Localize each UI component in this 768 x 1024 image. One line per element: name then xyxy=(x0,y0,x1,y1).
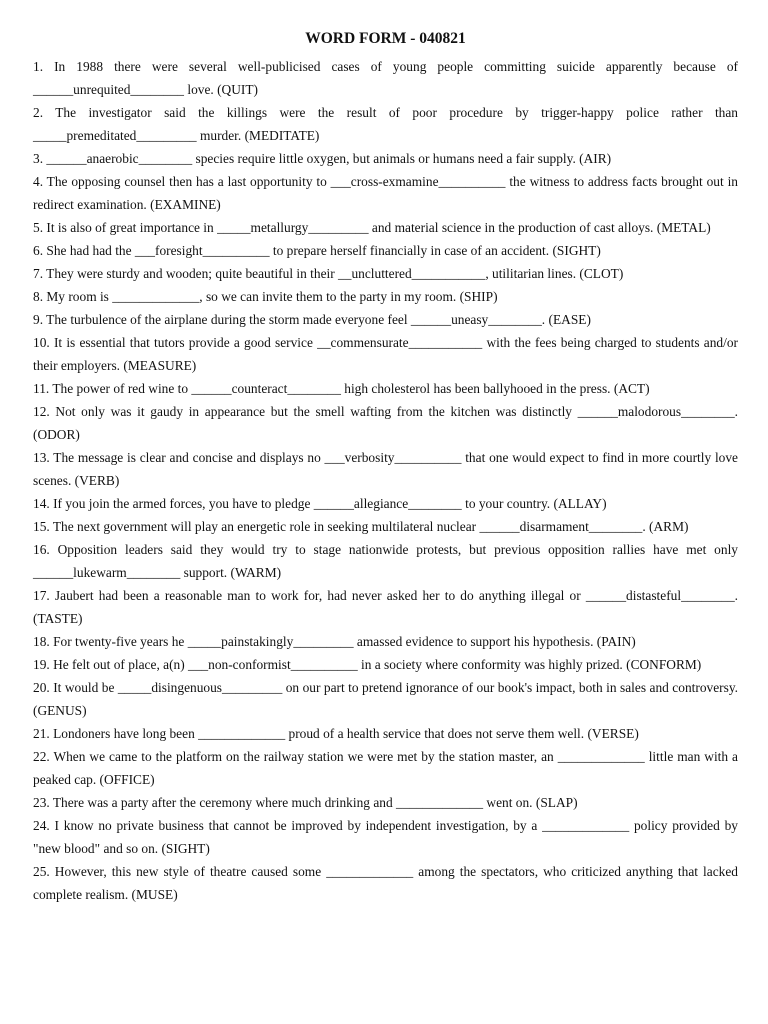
exercise-list xyxy=(33,55,738,906)
worksheet-title: WORD FORM - 040821 xyxy=(305,30,466,47)
exercise-item: 1. In 1988 there were several well-publicised cases of young people committing suicide apparently because of ______unrequited________ love. (QUIT) xyxy=(33,59,738,97)
exercise-item: 23. There was a party after the ceremony where much drinking and _____________ went on. (SLAP) xyxy=(33,795,578,810)
exercise-item: 4. The opposing counsel then has a last opportunity to ___cross-exmamine__________ the witness to address facts brought out in redirect examination. (EXAMINE) xyxy=(33,174,738,212)
exercise-item: 25. However, this new style of theatre caused some _____________ among the spectators, who criticized anything that lacked complete realism. (MUSE) xyxy=(33,864,738,902)
exercise-item: 12. Not only was it gaudy in appearance but the smell wafting from the kitchen was distinctly ______malodorous________. (ODOR) xyxy=(33,404,738,442)
exercise-item: 21. Londoners have long been _____________ proud of a health service that does not serve them well. (VERSE) xyxy=(33,726,639,741)
exercise-item: 6. She had had the ___foresight__________ to prepare herself financially in case of an accident. (SIGHT) xyxy=(33,243,601,258)
exercise-item: 5. It is also of great importance in _____metallurgy_________ and material science in the production of cast alloys. (METAL) xyxy=(33,220,711,235)
exercise-item: 2. The investigator said the killings were the result of poor procedure by trigger-happy police rather than _____premeditated_________ murder. (MEDITATE) xyxy=(33,105,738,143)
exercise-item: 16. Opposition leaders said they would try to stage nationwide protests, but previous opposition rallies have met only ______lukewarm________ support. (WARM) xyxy=(33,542,738,580)
exercise-item: 19. He felt out of place, a(n) ___non-conformist__________ in a society where conformity was highly prized. (CONFORM) xyxy=(33,657,702,672)
exercise-item: 9. The turbulence of the airplane during the storm made everyone feel ______uneasy________. (EASE) xyxy=(33,312,591,327)
exercise-item: 17. Jaubert had been a reasonable man to work for, had never asked her to do anything illegal or ______distasteful________. (TASTE) xyxy=(33,588,738,626)
exercise-item: 13. The message is clear and concise and displays no ___verbosity__________ that one would expect to find in more courtly love scenes. (VERB) xyxy=(33,450,738,488)
exercise-item: 7. They were sturdy and wooden; quite beautiful in their __uncluttered___________, utilitarian lines. (CLOT) xyxy=(33,266,624,281)
exercise-item: 14. If you join the armed forces, you have to pledge ______allegiance________ to your country. (ALLAY) xyxy=(33,496,607,511)
exercise-item: 24. I know no private business that cannot be improved by independent investigation, by a _____________ policy provided by "new blood" and so on. (SIGHT) xyxy=(33,818,738,856)
exercise-item: 20. It would be _____disingenuous_________ on our part to pretend ignorance of our book's impact, both in sales and controversy. (GENUS) xyxy=(33,680,738,718)
exercise-item: 3. ______anaerobic________ species require little oxygen, but animals or humans need a fair supply. (AIR) xyxy=(33,151,612,166)
exercise-item: 10. It is essential that tutors provide a good service __commensurate___________ with the fees being charged to students and/or their employers. (MEASURE) xyxy=(33,335,738,373)
exercise-item: 11. The power of red wine to ______counteract________ high cholesterol has been ballyhooed in the press. (ACT) xyxy=(33,381,650,396)
exercise-item: 8. My room is _____________, so we can invite them to the party in my room. (SHIP) xyxy=(33,289,498,304)
exercise-item: 22. When we came to the platform on the railway station we were met by the station master, an _____________ little man with a peaked cap. (OFFICE) xyxy=(33,749,738,787)
exercise-item: 15. The next government will play an energetic role in seeking multilateral nuclear ______disarmament________. (ARM) xyxy=(33,519,689,534)
exercise-item: 18. For twenty-five years he _____painstakingly_________ amassed evidence to support his hypothesis. (PAIN) xyxy=(33,634,636,649)
